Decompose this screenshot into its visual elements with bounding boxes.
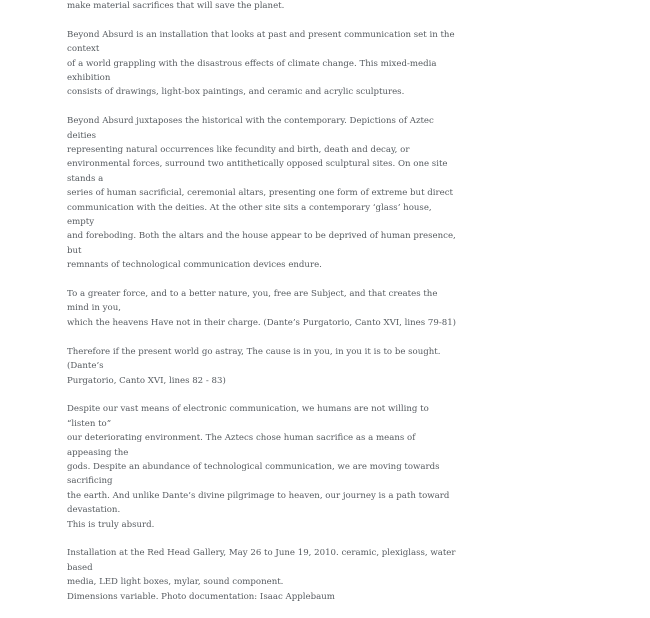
installation-credits: Installation at the Red Head Gallery, May 26 to June 19, 2010. ceramic, plexiglass, water based media, LED light boxes, mylar, sound component. [67, 548, 456, 588]
juxtaposition-paragraph: Beyond Absurd juxtaposes the historical with the contemporary. Depictions of Aztec deities representing natural occurrences like fecundity and birth, death and decay, or environmental forces, surround two antithetically opposed sculptural sites. On one site stands a series of human sacrificial, ceremonial altars, presenting one form of extreme but direct communication with the deities. At the other site sits a contemporary ‘glass’ house, empty and foreboding. Both the altars and the house appear to be deprived of human presence, but remnants of technological communication devices endure. [67, 116, 456, 271]
article-body [67, 0, 459, 618]
description-paragraph: Beyond Absurd is an installation that looks at past and present communication set in the context of a world grappling with the disastrous effects of climate change. This mixed-media exhibition consists of drawings, light-box paintings, and ceramic and acrylic sculptures. [67, 29, 455, 98]
intro-tail-paragraph: make material sacrifices that will save the planet. [67, 1, 285, 11]
communication-paragraph: Despite our vast means of electronic communication, we humans are not willing to “listen to” our deteriorating environment. The Aztecs chose human sacrifice as a means of appeasing the gods. Despite an abundance of technological communication, we are moving towards sacrificing the earth. And unlike Dante’s divine pilgrimage to heaven, our journey is a path toward devastation. [67, 404, 450, 516]
dante-quote-1: To a greater force, and to a better nature, you, free are Subject, and that creates the mind in you, which the heavens Have not in their charge. (Dante’s Purgatorio, Canto XVI, lines 79-81) [67, 289, 457, 328]
dante-quote-2: Therefore if the present world go astray, The cause is in you, in you it is to be sought. (Dante’s Purgatorio, Canto XVI, lines 82 - 83) [67, 346, 441, 386]
dimensions-line: Dimensions variable. Photo documentation: Isaac Applebaum [67, 591, 335, 602]
absurd-line: This is truly absurd. [67, 519, 155, 530]
